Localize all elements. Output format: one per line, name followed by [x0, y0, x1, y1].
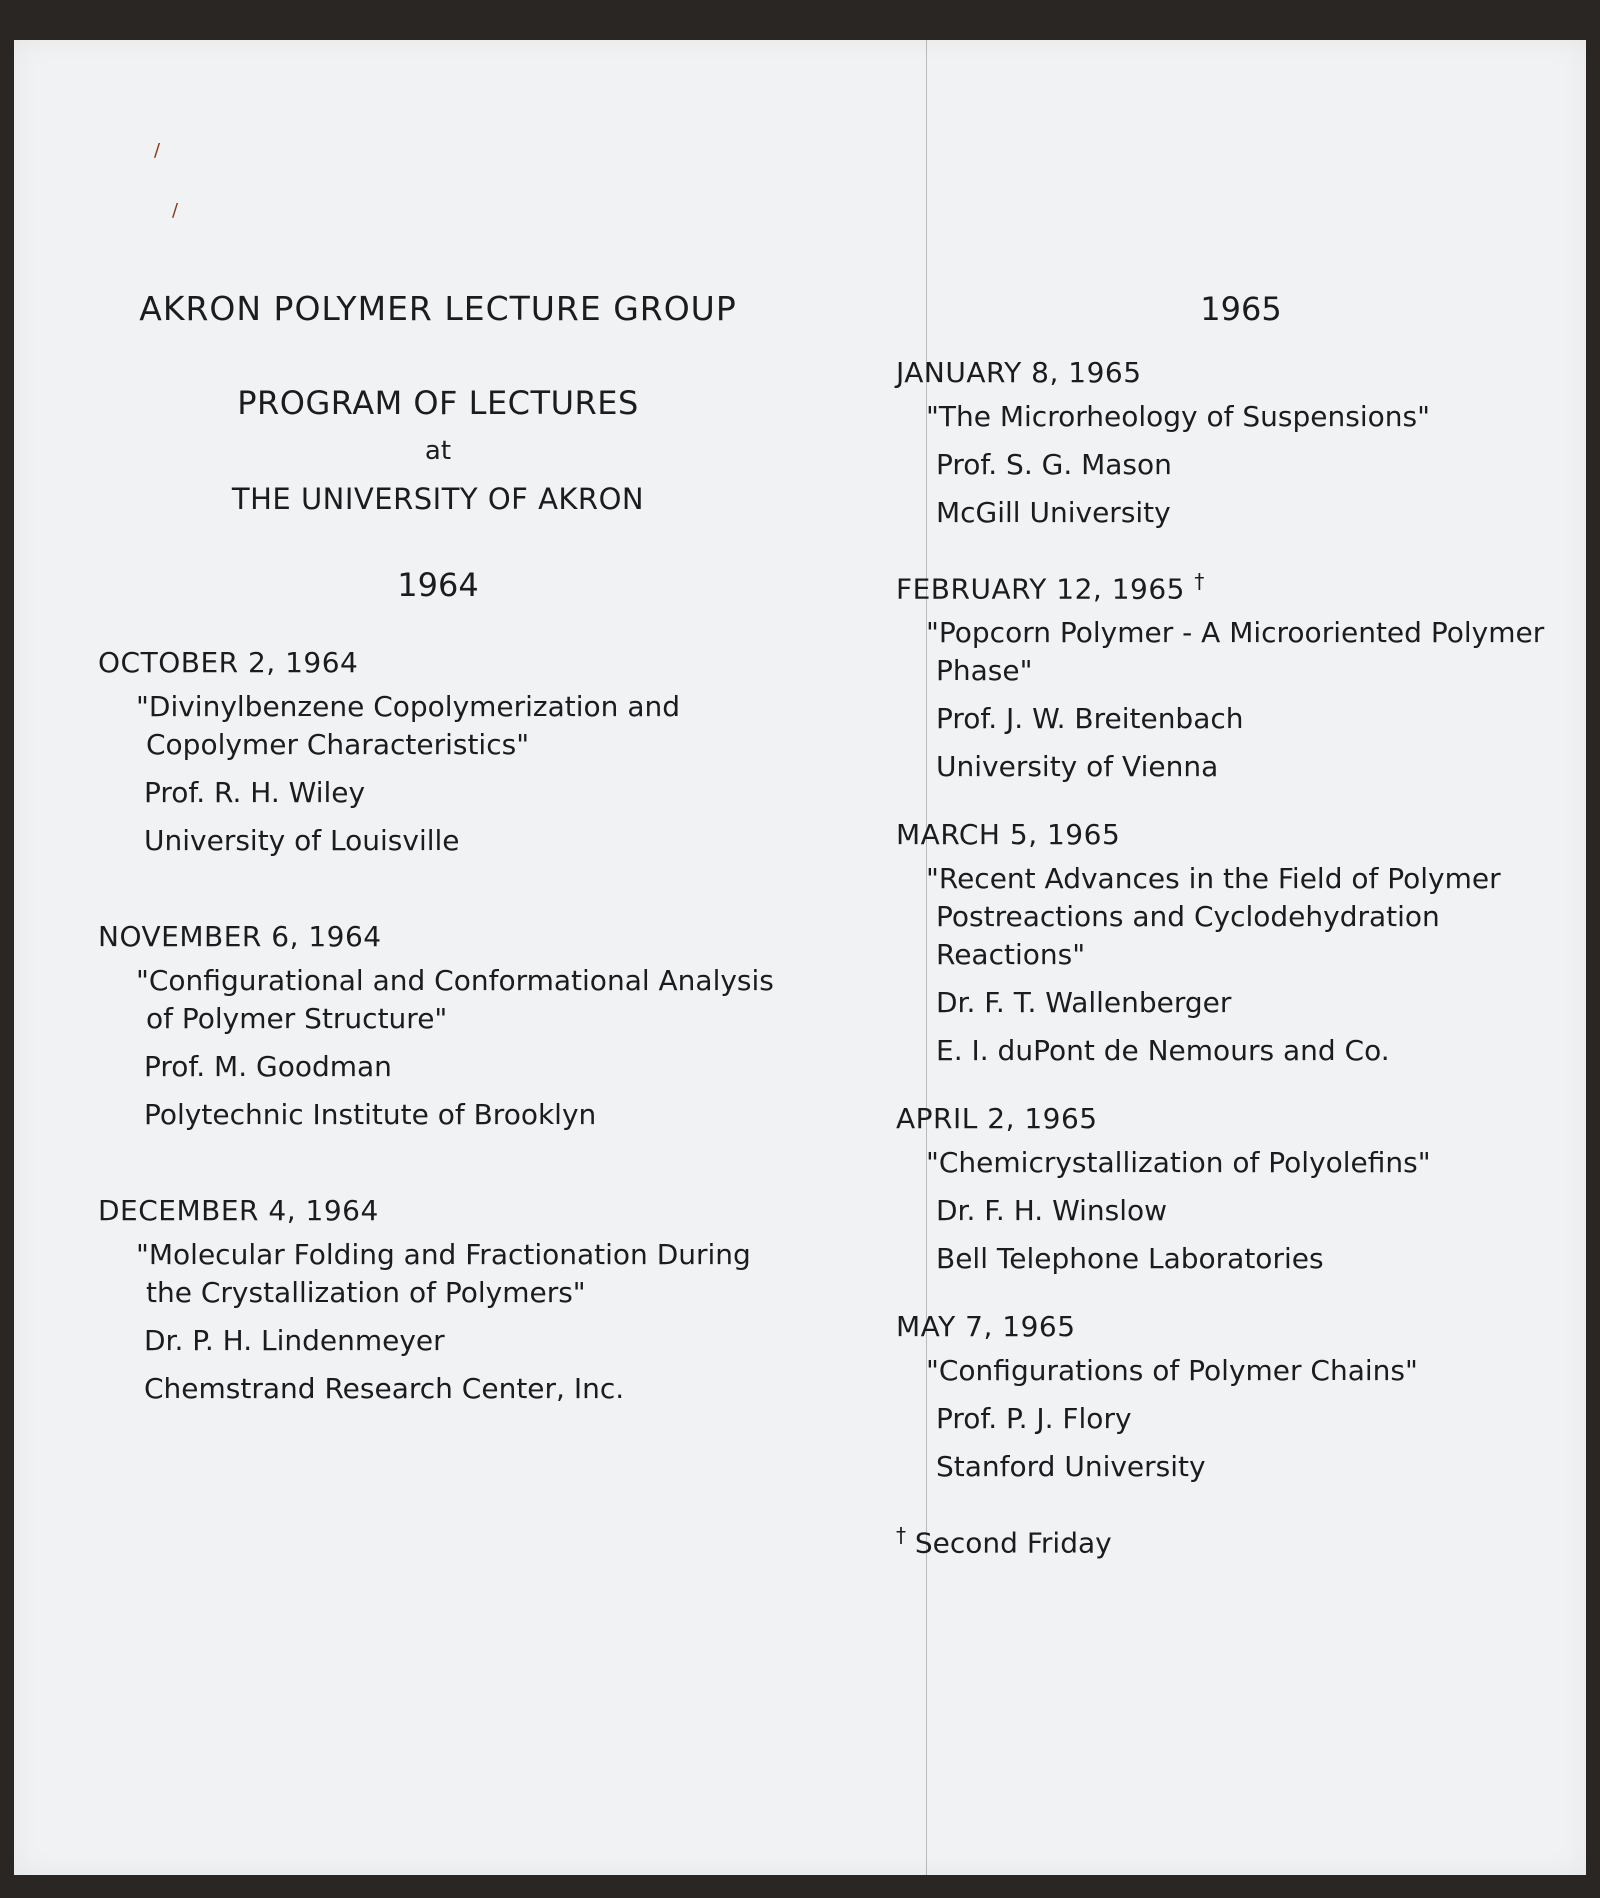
- lecture-affiliation: University of Vienna: [936, 750, 1219, 784]
- lecture-date: MARCH 5, 1965: [896, 818, 1121, 852]
- lecture-title: "Configurational and Conformational Analysis of Polymer Structure": [136, 964, 774, 1035]
- lecture-entry: [896, 354, 1586, 532]
- right-column: [896, 290, 1586, 1563]
- lecture-title: "Popcorn Polymer - A Microoriented Polymer Phase": [926, 616, 1545, 688]
- lecture-affiliation: Chemstrand Research Center, Inc.: [144, 1372, 625, 1405]
- footnote: [896, 1516, 1586, 1562]
- lecture-affiliation: Stanford University: [936, 1450, 1206, 1484]
- lecture-title: "Recent Advances in the Field of Polymer Postreactions and Cyclodehydration Reactions": [926, 862, 1501, 972]
- lecture-entry: [98, 1192, 778, 1408]
- lecture-date: DECEMBER 4, 1964: [98, 1194, 379, 1227]
- footnote-text: Second Friday: [914, 1526, 1112, 1560]
- lecture-affiliation: University of Louisville: [144, 824, 460, 857]
- year-heading-1964: 1964: [397, 566, 479, 604]
- lecture-speaker: Dr. F. T. Wallenberger: [936, 986, 1232, 1020]
- lecture-speaker: Prof. S. G. Mason: [936, 448, 1172, 481]
- lecture-entry: [896, 1100, 1586, 1278]
- lecture-speaker: Dr. P. H. Lindenmeyer: [144, 1324, 445, 1357]
- at-text: at: [424, 436, 452, 466]
- lecture-title: "Molecular Folding and Fractionation During the Crystallization of Polymers": [136, 1238, 751, 1309]
- lecture-date: OCTOBER 2, 1964: [98, 646, 359, 679]
- left-column: [98, 290, 778, 1466]
- lecture-date: MAY 7, 1965: [896, 1310, 1076, 1344]
- lecture-speaker: Prof. R. H. Wiley: [144, 776, 366, 809]
- lecture-date: NOVEMBER 6, 1964: [98, 920, 382, 953]
- dagger-mark: †: [1194, 569, 1205, 593]
- lecture-entry: [896, 1308, 1586, 1486]
- stain-mark: /: [172, 200, 179, 221]
- lecture-affiliation: Bell Telephone Laboratories: [936, 1242, 1324, 1276]
- lecture-speaker: Dr. F. H. Winslow: [936, 1194, 1168, 1228]
- lecture-affiliation: Polytechnic Institute of Brooklyn: [144, 1098, 597, 1131]
- lecture-speaker: Prof. M. Goodman: [144, 1050, 392, 1083]
- lecture-date: [896, 562, 1586, 608]
- document-page: [14, 40, 1586, 1875]
- program-subtitle: PROGRAM OF LECTURES: [237, 384, 639, 422]
- lecture-entry: [896, 816, 1586, 1070]
- lecture-title: "Divinylbenzene Copolymerization and Copolymer Characteristics": [136, 690, 681, 761]
- page-title: AKRON POLYMER LECTURE GROUP: [139, 289, 737, 328]
- lecture-speaker: Prof. J. W. Breitenbach: [936, 702, 1244, 736]
- footnote-symbol: †: [896, 1523, 906, 1548]
- lecture-entry: [98, 644, 778, 860]
- lecture-date: JANUARY 8, 1965: [896, 356, 1142, 389]
- lecture-title: "Chemicrystallization of Polyolefins": [926, 1146, 1431, 1180]
- stain-mark: /: [154, 140, 161, 161]
- lecture-speaker: Prof. P. J. Flory: [936, 1402, 1132, 1436]
- lecture-title: "Configurations of Polymer Chains": [926, 1354, 1418, 1388]
- lecture-entry: [896, 562, 1586, 786]
- lecture-title: "The Microrheology of Suspensions": [926, 400, 1430, 433]
- lecture-date-text: FEBRUARY 12, 1965: [896, 572, 1185, 606]
- university-name: THE UNIVERSITY OF AKRON: [231, 482, 645, 516]
- year-heading-1965: 1965: [1200, 290, 1282, 328]
- lecture-date: APRIL 2, 1965: [896, 1102, 1098, 1136]
- lecture-affiliation: E. I. duPont de Nemours and Co.: [936, 1034, 1390, 1068]
- lecture-entry: [98, 918, 778, 1134]
- lecture-affiliation: McGill University: [936, 496, 1171, 529]
